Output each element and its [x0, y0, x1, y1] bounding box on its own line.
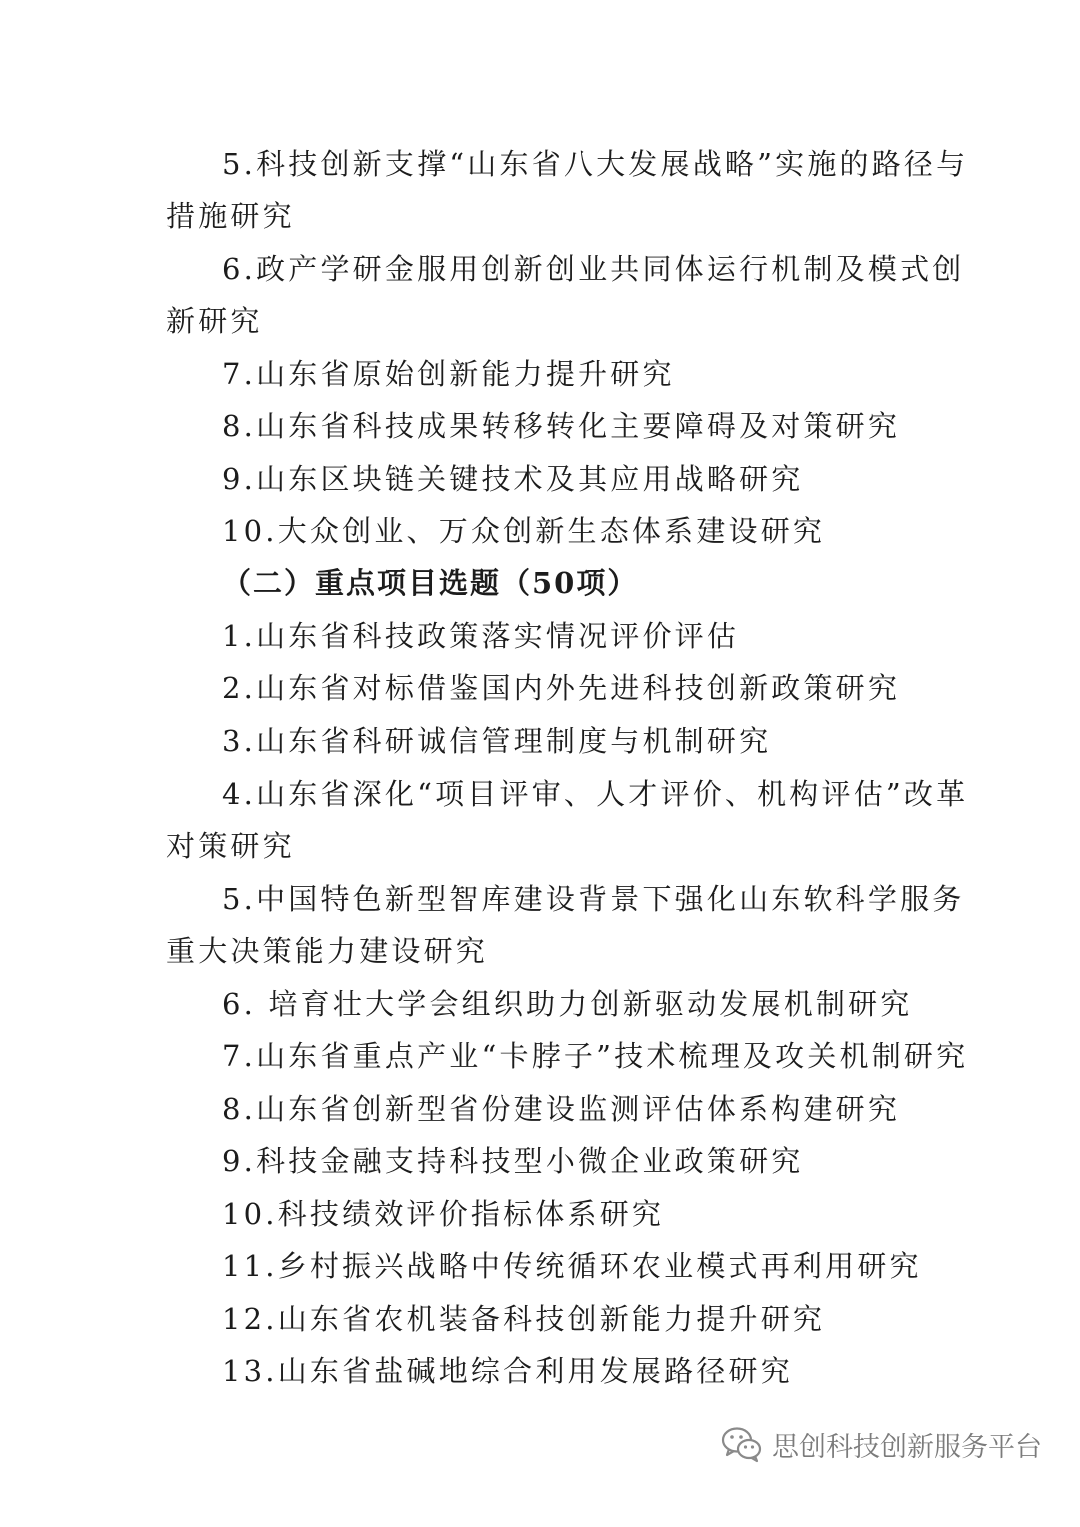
list-item: 3.山东省科研诚信管理制度与机制研究: [222, 724, 772, 758]
list-item-continuation: 重大决策能力建设研究: [166, 934, 489, 968]
list-item: 8.山东省创新型省份建设监测评估体系构建研究: [222, 1092, 901, 1126]
list-item: 9.科技金融支持科技型小微企业政策研究: [222, 1144, 804, 1178]
list-item: 6. 培育壮大学会组织助力创新驱动发展机制研究: [222, 987, 913, 1021]
list-item: 2.山东省对标借鉴国内外先进科技创新政策研究: [222, 671, 901, 705]
list-item: 1.山东省科技政策落实情况评价评估: [222, 619, 740, 653]
watermark: [720, 1422, 1042, 1466]
list-item: 13.山东省盐碱地综合利用发展路径研究: [222, 1354, 793, 1388]
list-item: 10.科技绩效评价指标体系研究: [222, 1197, 665, 1231]
section-heading: （二）重点项目选题（50项）: [222, 566, 639, 600]
list-item: 10.大众创业、万众创新生态体系建设研究: [222, 514, 826, 548]
list-item: 5.科技创新支撑“山东省八大发展战略”实施的路径与: [222, 147, 969, 181]
list-item: 6.政产学研金服用创新创业共同体运行机制及模式创: [222, 252, 965, 286]
list-item-continuation: 对策研究: [166, 829, 295, 863]
list-item-continuation: 新研究: [166, 304, 263, 338]
list-item: 7.山东省重点产业“卡脖子”技术梳理及攻关机制研究: [222, 1039, 969, 1073]
list-item: 5.中国特色新型智库建设背景下强化山东软科学服务: [222, 882, 965, 916]
list-item: 9.山东区块链关键技术及其应用战略研究: [222, 462, 804, 496]
watermark-text: 思创科技创新服务平台: [772, 1431, 1042, 1463]
list-item: 7.山东省原始创新能力提升研究: [222, 357, 675, 391]
list-item: 4.山东省深化“项目评审、人才评价、机构评估”改革: [222, 777, 969, 811]
list-item: 11.乡村振兴战略中传统循环农业模式再利用研究: [222, 1249, 922, 1283]
wechat-icon: [720, 1424, 764, 1464]
list-item-continuation: 措施研究: [166, 199, 295, 233]
list-item: 8.山东省科技成果转移转化主要障碍及对策研究: [222, 409, 901, 443]
list-item: 12.山东省农机装备科技创新能力提升研究: [222, 1302, 826, 1336]
